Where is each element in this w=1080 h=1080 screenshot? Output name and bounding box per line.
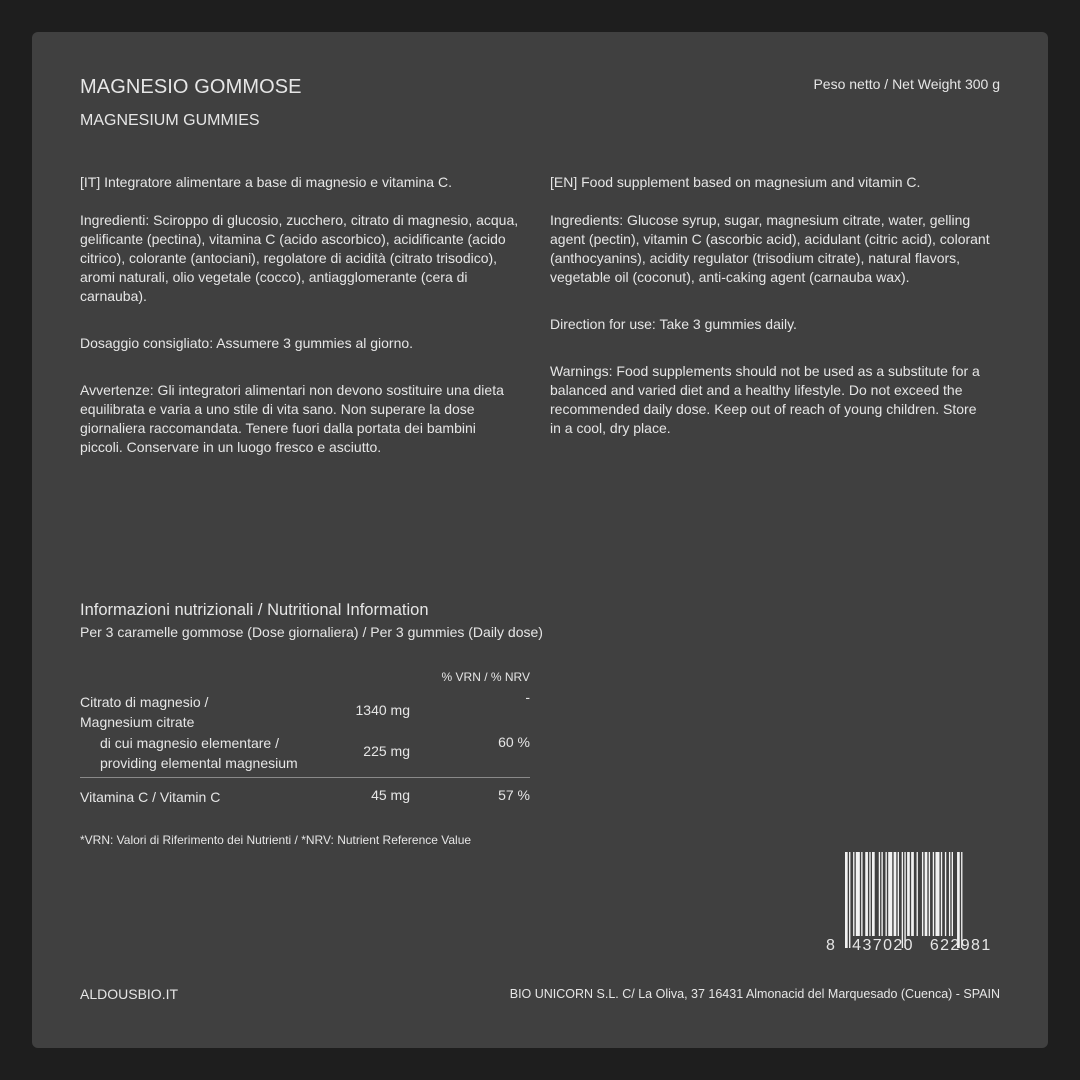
nutrition-subtitle: Per 3 caramelle gommose (Dose giornaliera) / Per 3 gummies (Daily dose) <box>80 624 543 640</box>
barcode-bar <box>853 852 854 936</box>
nutrient-name-line2: Magnesium citrate <box>80 714 195 730</box>
net-weight: Peso netto / Net Weight 300 g <box>813 76 1000 92</box>
english-column <box>550 173 990 438</box>
nutrient-pct: - <box>525 689 530 705</box>
barcode-bar <box>894 852 897 936</box>
table-divider <box>80 777 530 778</box>
barcode-bar <box>907 852 910 936</box>
product-title: MAGNESIO GOMMOSE <box>80 76 302 98</box>
nutrient-amount: 225 mg <box>363 743 410 759</box>
barcode-bar <box>961 852 962 948</box>
barcode-bar <box>879 852 880 936</box>
barcode-bar <box>957 852 960 948</box>
barcode-bar <box>904 852 905 948</box>
barcode-digit-group1: 437020 <box>852 937 914 954</box>
nutrient-name <box>100 733 298 773</box>
english-intro: [EN] Food supplement based on magnesium and vitamin C. <box>550 174 921 190</box>
barcode-bar <box>865 852 868 936</box>
nutrition-footnote: *VRN: Valori di Riferimento dei Nutrienti / *NRV: Nutrient Reference Value <box>80 833 472 847</box>
barcode-bar <box>935 852 939 936</box>
barcode-bar <box>925 852 928 936</box>
barcode-digit-first: 8 <box>826 937 837 954</box>
barcode-bar <box>886 852 887 936</box>
barcode-bar <box>902 852 903 948</box>
barcode-digit-group2: 622981 <box>929 937 992 954</box>
nutrient-amount: 45 mg <box>371 787 410 803</box>
barcode-bar <box>945 852 946 936</box>
italian-column <box>80 173 520 457</box>
barcode-bar <box>872 852 875 936</box>
nutrient-amount: 1340 mg <box>355 702 410 718</box>
barcode-bar <box>888 852 892 936</box>
italian-intro: [IT] Integratore alimentare a base di magnesio e vitamina C. <box>80 174 452 190</box>
nutrition-title: Informazioni nutrizionali / Nutritional Information <box>80 601 429 619</box>
barcode-bar <box>845 852 848 948</box>
barcode-bar <box>941 852 942 936</box>
italian-dosage: Dosaggio consigliato: Assumere 3 gummies al giorno. <box>80 335 414 351</box>
barcode-bar <box>917 852 918 936</box>
nutrient-name <box>80 692 208 732</box>
barcode-bar <box>881 852 882 936</box>
barcode-bar <box>911 852 914 936</box>
pct-header: % VRN / % NRV <box>441 670 530 684</box>
barcode-bar <box>869 852 870 936</box>
nutrient-name: Vitamina C / Vitamin C <box>80 789 221 805</box>
nutrient-name-line1: Citrato di magnesio / <box>80 694 209 710</box>
barcode-bar <box>952 852 953 936</box>
barcode <box>845 852 1001 948</box>
italian-ingredients: Ingredienti: Sciroppo di glucosio, zucchero, citrato di magnesio, acqua, gelificante (pectina), vitamina C (acido ascorbico), acidificante (acido citrico), colorante (antociani), regolatore di acidità (citrato trisodico), aromi naturali, olio vegetale (cocco), antiagglomerante (cera di carnauba). <box>80 212 519 304</box>
barcode-number <box>826 937 992 955</box>
barcode-bar <box>849 852 850 948</box>
barcode-bar <box>861 852 862 936</box>
product-subtitle: MAGNESIUM GUMMIES <box>80 112 260 129</box>
label-panel <box>32 32 1048 1048</box>
nutrient-name-line1: di cui magnesio elementare / <box>100 735 279 751</box>
english-ingredients: Ingredients: Glucose syrup, sugar, magnesium citrate, water, gelling agent (pectin), vitamin C (ascorbic acid), acidulant (citric acid), colorant (anthocyanins), acidity regulator (trisodium citrate), natural flavors, vegetable oil (coconut), anti-caking agent (carnauba wax). <box>550 212 990 285</box>
english-dosage: Direction for use: Take 3 gummies daily. <box>550 316 797 332</box>
italian-warnings: Avvertenze: Gli integratori alimentari non devono sostituire una dieta equilibrata e varia a uno stile di vita sano. Non superare la dose giornaliera raccomandata. Tenere fuori dalla portata dei bambini piccoli. Conservare in un luogo fresco e asciutto. <box>80 382 504 455</box>
english-warnings: Warnings: Food supplements should not be used as a substitute for a balanced and varied diet and a healthy lifestyle. Do not exceed the recommended daily dose. Keep out of reach of young children. Store in a cool, dry place. <box>550 363 980 436</box>
nutrient-name-line2: providing elemental magnesium <box>100 755 298 771</box>
barcode-bar <box>856 852 860 936</box>
company-address: BIO UNICORN S.L. C/ La Oliva, 37 16431 Almonacid del Marquesado (Cuenca) - SPAIN <box>509 987 1000 1001</box>
barcode-bar <box>922 852 923 936</box>
website-link[interactable]: ALDOUSBIO.IT <box>80 986 179 1002</box>
barcode-bar <box>933 852 934 936</box>
barcode-bar <box>929 852 930 936</box>
barcode-bar <box>898 852 899 936</box>
barcode-bar <box>949 852 950 936</box>
nutrient-pct: 60 % <box>498 734 530 750</box>
nutrient-pct: 57 % <box>498 787 530 803</box>
